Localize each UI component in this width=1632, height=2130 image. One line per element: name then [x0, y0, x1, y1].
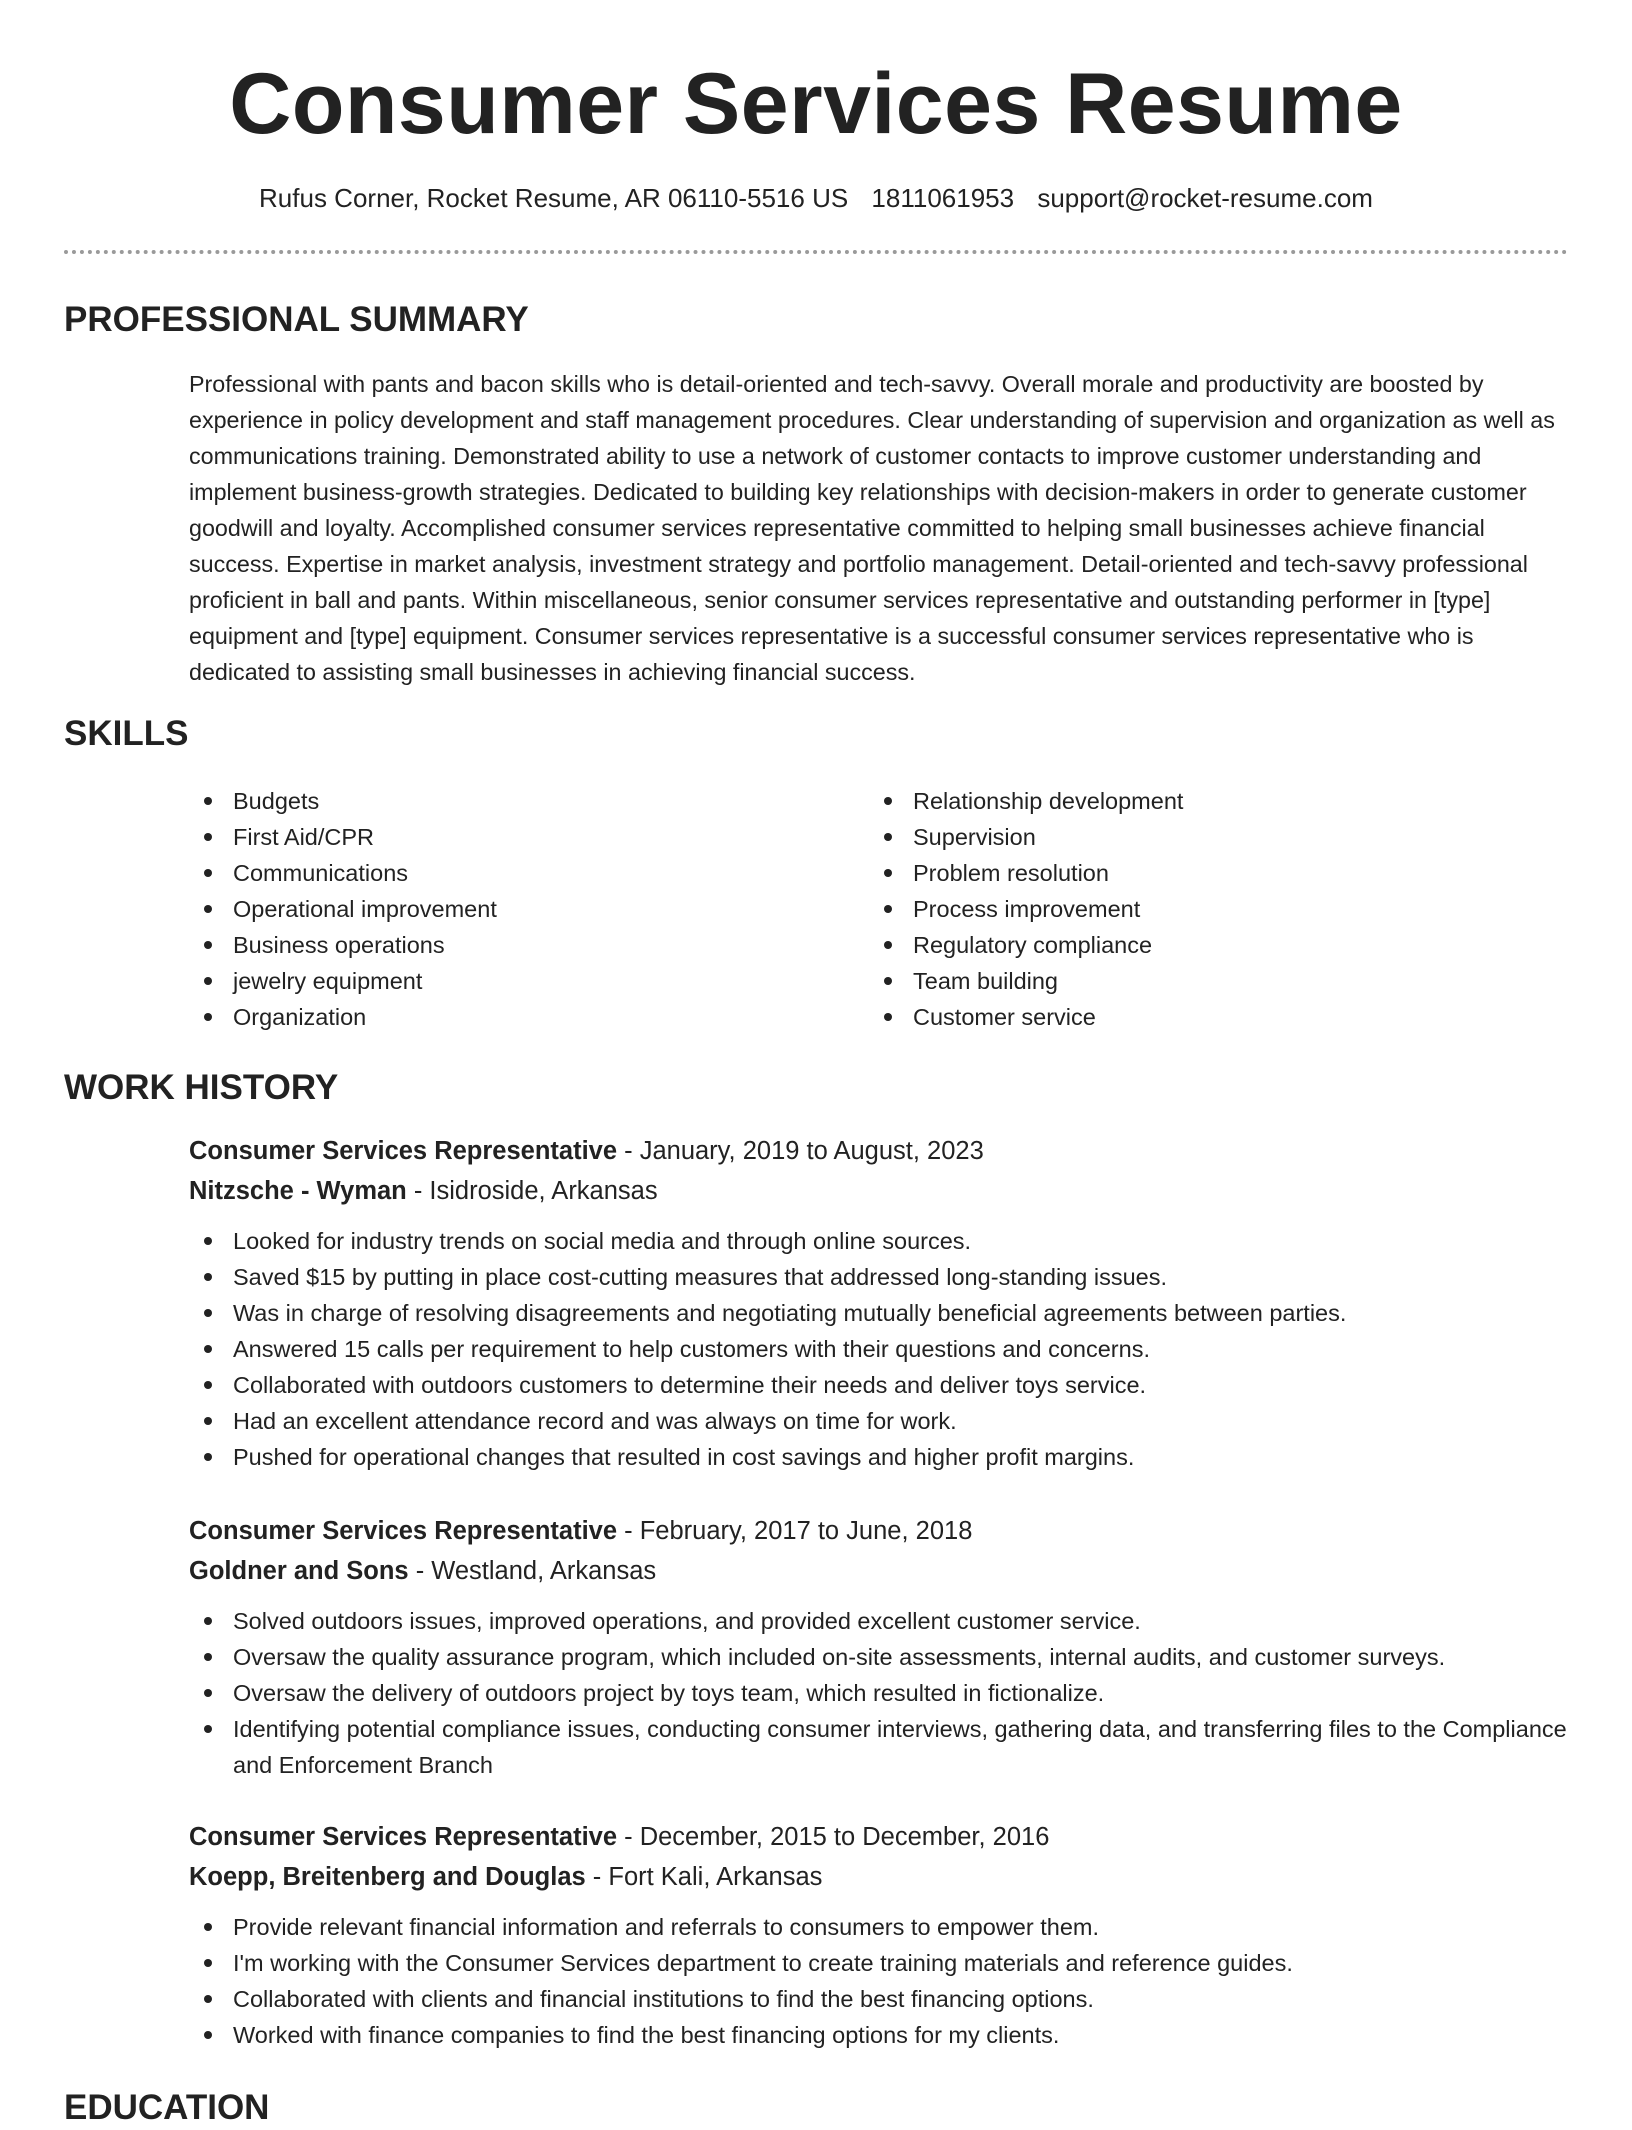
job-entry — [189, 1817, 1569, 2053]
job-bullets — [189, 1223, 1569, 1475]
bullet-icon — [204, 1617, 212, 1625]
job-company-line — [189, 1857, 1569, 1897]
bullet-icon — [204, 1725, 212, 1733]
bullet-icon — [204, 1273, 212, 1281]
job-location: - Isidroside, Arkansas — [406, 1177, 658, 1205]
education-heading: EDUCATION — [64, 2088, 270, 2127]
skills-heading: SKILLS — [64, 714, 189, 753]
bullet-icon — [204, 1689, 212, 1697]
job-bullet: Identifying potential compliance issues, conducting consumer interviews, gathering data, and transferring files to the Compliance and Enforcement Branch — [189, 1711, 1569, 1783]
bullet-icon — [204, 1995, 212, 2003]
job-dates: - February, 2017 to June, 2018 — [617, 1517, 973, 1545]
bullet-icon — [204, 1653, 212, 1661]
job-bullet: Oversaw the delivery of outdoors project by toys team, which resulted in fictionalize. — [189, 1675, 1569, 1711]
bullet-icon — [884, 941, 892, 949]
job-bullet: Looked for industry trends on social media and through online sources. — [189, 1223, 1569, 1259]
job-title: Consumer Services Representative — [189, 1517, 618, 1545]
job-company: Koepp, Breitenberg and Douglas — [189, 1863, 586, 1891]
header-divider — [64, 250, 1568, 254]
skill-item: First Aid/CPR — [189, 819, 829, 855]
job-company-line — [189, 1171, 1569, 1211]
skill-item: Relationship development — [869, 783, 1509, 819]
job-title: Consumer Services Representative — [189, 1137, 618, 1165]
skill-item: Team building — [869, 963, 1509, 999]
bullet-icon — [204, 869, 212, 877]
bullet-icon — [204, 1923, 212, 1931]
skills-list-right — [869, 783, 1509, 1035]
job-bullet: Saved $15 by putting in place cost-cutting measures that addressed long-standing issues. — [189, 1259, 1569, 1295]
bullet-icon — [204, 905, 212, 913]
skill-item: Organization — [189, 999, 829, 1035]
bullet-icon — [204, 833, 212, 841]
job-title-line — [189, 1131, 1569, 1171]
bullet-icon — [204, 1417, 212, 1425]
job-title-line — [189, 1511, 1569, 1551]
bullet-icon — [204, 941, 212, 949]
job-bullet: Answered 15 calls per requirement to help customers with their questions and concerns. — [189, 1331, 1569, 1367]
bullet-icon — [204, 1453, 212, 1461]
job-bullet: Oversaw the quality assurance program, which included on-site assessments, internal audits, and customer surveys. — [189, 1639, 1569, 1675]
summary-text: Professional with pants and bacon skills who is detail-oriented and tech-savvy. Overall morale and productivity are boosted by experience in policy development and staff management procedures. Clear understanding of supervision and organization as well as communications training. Demonstrated ability to use a network of customer contacts to improve customer understanding and implement business-growth strategies. Dedicated to building key relationships with decision-makers in order to generate customer goodwill and loyalty. Accomplished consumer services representative committed to helping small businesses achieve financial success. Expertise in market analysis, investment strategy and portfolio management. Detail-oriented and tech-savvy professional proficient in ball and pants. Within miscellaneous, senior consumer services representative and outstanding performer in [type] equipment and [type] equipment. Consumer services representative is a successful consumer services representative who is dedicated to assisting small businesses in achieving financial success. — [189, 371, 1555, 685]
summary-heading: PROFESSIONAL SUMMARY — [64, 300, 529, 339]
bullet-icon — [204, 1013, 212, 1021]
skill-item: Operational improvement — [189, 891, 829, 927]
contact-address: Rufus Corner, Rocket Resume, AR 06110-5516 US — [259, 183, 849, 213]
bullet-icon — [204, 977, 212, 985]
job-bullet: Pushed for operational changes that resulted in cost savings and higher profit margins. — [189, 1439, 1569, 1475]
job-bullet: Had an excellent attendance record and was always on time for work. — [189, 1403, 1569, 1439]
skills-list-left — [189, 783, 829, 1035]
bullet-icon — [204, 1237, 212, 1245]
job-bullet: Worked with finance companies to find the best financing options for my clients. — [189, 2017, 1569, 2053]
skill-item: Business operations — [189, 927, 829, 963]
job-title-line — [189, 1817, 1569, 1857]
bullet-icon — [884, 1013, 892, 1021]
bullet-icon — [204, 797, 212, 805]
skill-item: Process improvement — [869, 891, 1509, 927]
skill-item: Customer service — [869, 999, 1509, 1035]
skill-item: Budgets — [189, 783, 829, 819]
job-location: - Fort Kali, Arkansas — [585, 1863, 823, 1891]
job-bullets — [189, 1909, 1569, 2053]
job-company-line — [189, 1551, 1569, 1591]
job-dates: - December, 2015 to December, 2016 — [617, 1823, 1050, 1851]
job-dates: - January, 2019 to August, 2023 — [617, 1137, 984, 1165]
skill-item: Communications — [189, 855, 829, 891]
bullet-icon — [884, 833, 892, 841]
bullet-icon — [884, 977, 892, 985]
skill-item: Regulatory compliance — [869, 927, 1509, 963]
bullet-icon — [884, 797, 892, 805]
job-bullet: I'm working with the Consumer Services department to create training materials and reference guides. — [189, 1945, 1569, 1981]
job-bullet: Was in charge of resolving disagreements and negotiating mutually beneficial agreements between parties. — [189, 1295, 1569, 1331]
work-history-heading: WORK HISTORY — [64, 1068, 339, 1107]
skill-item: jewelry equipment — [189, 963, 829, 999]
job-company: Goldner and Sons — [189, 1557, 409, 1585]
job-location: - Westland, Arkansas — [408, 1557, 657, 1585]
job-bullet: Collaborated with clients and financial institutions to find the best financing options. — [189, 1981, 1569, 2017]
bullet-icon — [884, 869, 892, 877]
bullet-icon — [884, 905, 892, 913]
bullet-icon — [204, 1345, 212, 1353]
skill-item: Supervision — [869, 819, 1509, 855]
bullet-icon — [204, 1309, 212, 1317]
job-bullet: Solved outdoors issues, improved operations, and provided excellent customer service. — [189, 1603, 1569, 1639]
bullet-icon — [204, 1959, 212, 1967]
job-title: Consumer Services Representative — [189, 1823, 618, 1851]
contact-phone: 1811061953 — [871, 183, 1015, 213]
bullet-icon — [204, 1381, 212, 1389]
skill-item: Problem resolution — [869, 855, 1509, 891]
contact-email: support@rocket-resume.com — [1037, 183, 1373, 213]
resume-title: Consumer Services Resume — [229, 56, 1403, 152]
job-company: Nitzsche - Wyman — [189, 1177, 407, 1205]
job-bullets — [189, 1603, 1569, 1783]
job-bullet: Collaborated with outdoors customers to determine their needs and deliver toys service. — [189, 1367, 1569, 1403]
job-bullet: Provide relevant financial information and referrals to consumers to empower them. — [189, 1909, 1569, 1945]
bullet-icon — [204, 2031, 212, 2039]
job-entry — [189, 1511, 1569, 1783]
job-entry — [189, 1131, 1569, 1475]
contact-line — [0, 180, 1632, 216]
